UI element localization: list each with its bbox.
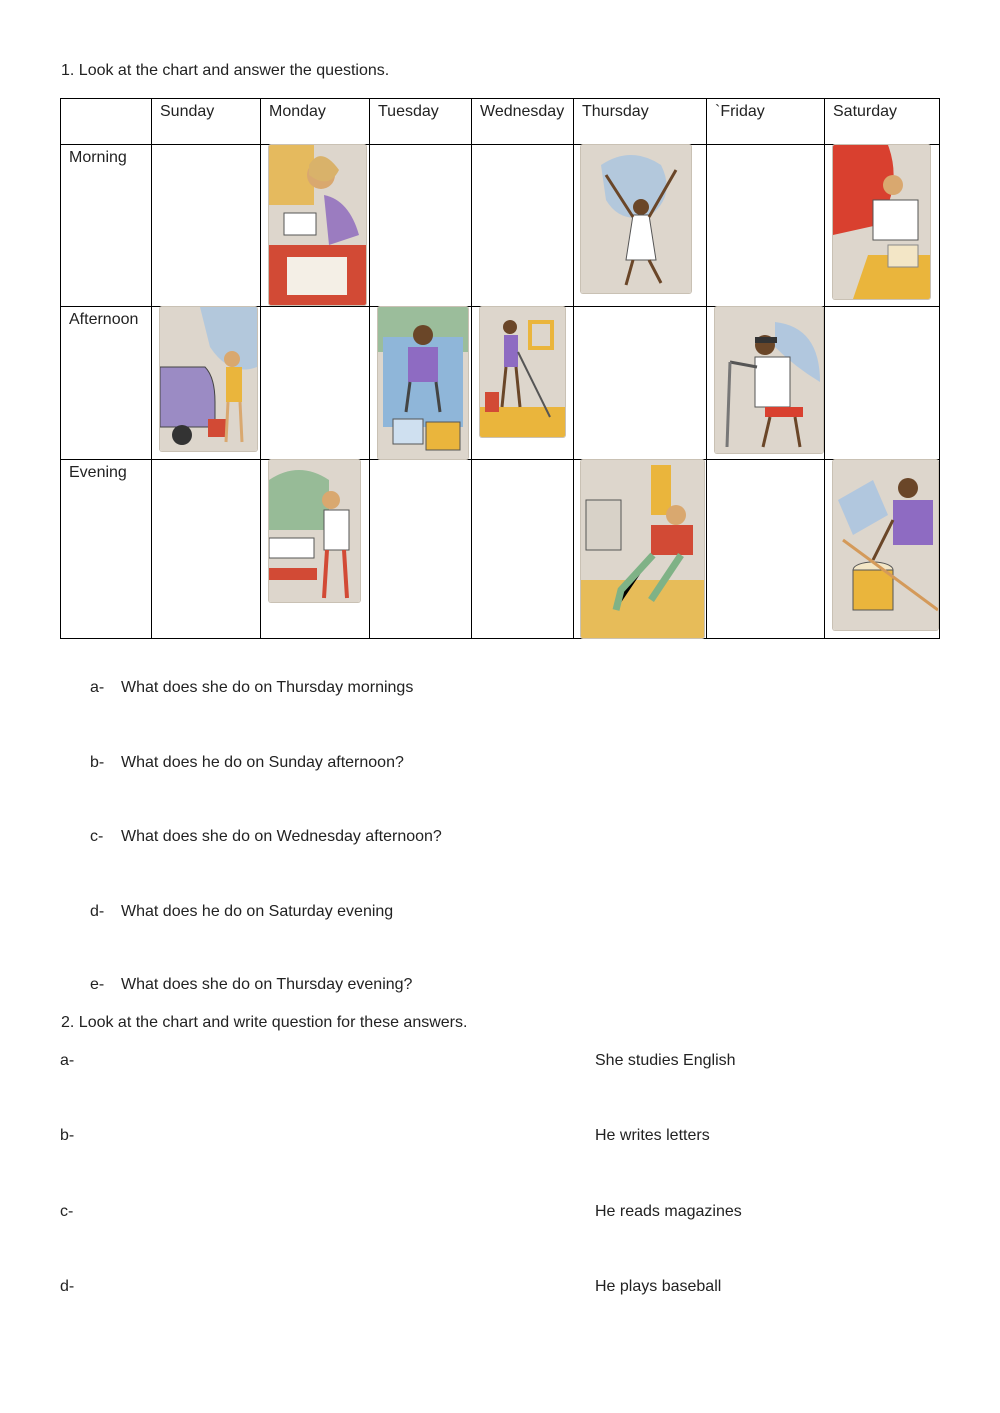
cooking-illustration <box>833 460 938 630</box>
chart-cell <box>261 145 370 307</box>
question-marker: b- <box>90 754 105 771</box>
chart-cell <box>707 145 825 307</box>
answer-text: He reads magazines <box>595 1203 742 1220</box>
day-header: `Friday <box>707 99 825 145</box>
exercise-2-heading: 2. Look at the chart and write question for these answers. <box>61 1014 468 1031</box>
question-marker: d- <box>90 903 105 920</box>
day-header: Tuesday <box>370 99 472 145</box>
chart-cell <box>472 460 574 639</box>
day-header: Sunday <box>152 99 261 145</box>
header-row <box>61 99 940 145</box>
chart-cell <box>370 307 472 460</box>
chart-cell <box>152 145 261 307</box>
answer-marker: c- <box>60 1203 74 1220</box>
question-text: What does he do on Sunday afternoon? <box>121 754 404 771</box>
chart-cell <box>707 460 825 639</box>
chart-cell <box>152 460 261 639</box>
chart-cell <box>261 307 370 460</box>
chart-cell <box>707 307 825 460</box>
question-text: What does she do on Thursday evening? <box>121 976 413 993</box>
row-label: Morning <box>61 145 152 307</box>
corner-cell <box>61 99 152 145</box>
question-marker: e- <box>90 976 105 993</box>
studying-illustration <box>269 145 366 305</box>
chart-cell <box>825 460 940 639</box>
day-header: Thursday <box>574 99 707 145</box>
washing-car-illustration <box>160 307 257 451</box>
reading-magazines-illustration <box>378 307 468 459</box>
answer-text: He plays baseball <box>595 1278 722 1295</box>
playing-baseball-illustration <box>715 307 823 453</box>
day-header: Saturday <box>825 99 940 145</box>
question-text: What does she do on Thursday mornings <box>121 679 414 696</box>
watching-tv-illustration <box>581 460 704 638</box>
answer-marker: b- <box>60 1127 75 1144</box>
day-header: Wednesday <box>472 99 574 145</box>
row-label: Evening <box>61 460 152 639</box>
chart-cell <box>370 460 472 639</box>
answer-text: He writes letters <box>595 1127 710 1144</box>
chart-cell <box>152 307 261 460</box>
chart-cell <box>825 145 940 307</box>
chart-cell <box>574 460 707 639</box>
question-text: What does he do on Saturday evening <box>121 903 394 920</box>
barbecue-illustration <box>269 460 360 602</box>
chart-cell <box>370 145 472 307</box>
question-marker: c- <box>90 828 104 845</box>
day-header: Monday <box>261 99 370 145</box>
morning-row <box>61 145 940 307</box>
chart-cell <box>472 307 574 460</box>
question-text: What does she do on Wednesday afternoon? <box>121 828 442 845</box>
dancing-illustration <box>581 145 691 293</box>
vacuuming-illustration <box>480 307 565 437</box>
chart-cell <box>261 460 370 639</box>
activity-chart <box>60 98 940 639</box>
question-marker: a- <box>90 679 105 696</box>
exercise-1-heading: 1. Look at the chart and answer the questions. <box>61 62 390 79</box>
answer-text: She studies English <box>595 1052 736 1069</box>
row-label: Afternoon <box>61 307 152 460</box>
chart-cell <box>472 145 574 307</box>
chart-cell <box>574 307 707 460</box>
evening-row <box>61 460 940 639</box>
answer-marker: a- <box>60 1052 75 1069</box>
afternoon-row <box>61 307 940 460</box>
folding-laundry-illustration <box>833 145 930 299</box>
answer-marker: d- <box>60 1278 75 1295</box>
chart-cell <box>574 145 707 307</box>
chart-cell <box>825 307 940 460</box>
